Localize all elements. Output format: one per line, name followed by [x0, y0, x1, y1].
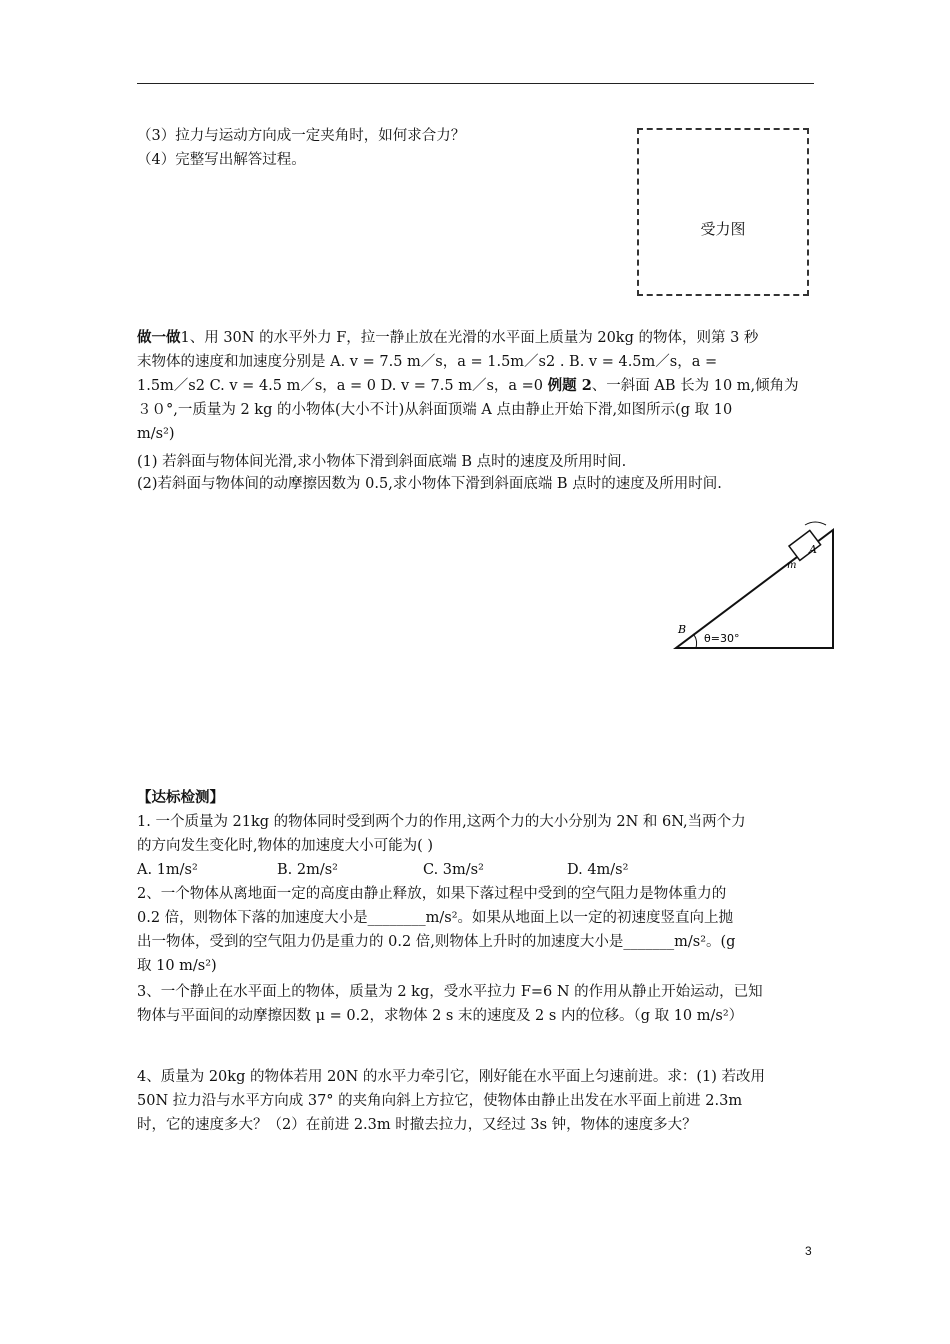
check-q1-option-c: C. 3m/s² [423, 862, 484, 878]
check-q1-line-2: 的方向发生变化时,物体的加速度大小可能为( ) [137, 838, 434, 854]
page-number: 3 [805, 1244, 812, 1258]
sub-question-1: (1) 若斜面与物体间光滑,求小物体下滑到斜面底端 B 点时的速度及所用时间. [137, 454, 627, 470]
sub-question-2: (2)若斜面与物体间的动摩擦因数为 0.5,求小物体下滑到斜面底端 B 点时的速度及所用时间. [137, 476, 722, 492]
check-heading: 【达标检测】 [137, 789, 224, 806]
force-diagram-label: 受力图 [700, 220, 746, 238]
check-q1-option-d: D. 4m/s² [567, 862, 629, 878]
check-q2-line-3: 出一物体，受到的空气阻力仍是重力的 0.2 倍,则物体上升时的加速度大小是_______m/s²。(g [137, 934, 736, 950]
practice-line-1 [137, 326, 758, 350]
example-2-heading: 例题 2 [547, 377, 592, 394]
angle-label: θ=30° [704, 632, 740, 645]
label-m: m [787, 560, 797, 571]
practice-line-4: ３０°,一质量为 2 kg 的小物体(大小不计)从斜面顶端 A 点由静止开始下滑,如图所示(g 取 10 [137, 402, 733, 418]
check-q1-option-a: A. 1m/s² [137, 862, 198, 878]
practice-text-3b: 、一斜面 AB 长为 10 m,倾角为 [591, 378, 799, 394]
practice-text-1: 1、用 30N 的水平外力 F，拉一静止放在光滑的水平面上质量为 20kg 的物体，则第 3 秒 [180, 330, 759, 346]
check-q4-line-1: 4、质量为 20kg 的物体若用 20N 的水平力牵引它，刚好能在水平面上匀速前进。求：(1) 若改用 [137, 1069, 765, 1085]
incline-diagram [670, 515, 840, 655]
check-q1-option-b: B. 2m/s² [277, 862, 338, 878]
practice-heading: 做一做 [137, 329, 181, 346]
header-rule [137, 83, 814, 84]
practice-line-2: 末物体的速度和加速度分别是 A. v = 7.5 m／s，a = 1.5m／s2 . B. v = 4.5m／s，a = [137, 354, 718, 370]
top-arc [805, 522, 826, 525]
practice-line-3 [137, 374, 799, 398]
question-4: （4）完整写出解答过程。 [137, 152, 306, 168]
force-diagram-box [637, 128, 809, 296]
check-q4-line-3: 时，它的速度多大？（2）在前进 2.3m 时撤去拉力，又经过 3s 钟，物体的速度多大？ [137, 1117, 697, 1133]
practice-text-3a: 1.5m／s2 C. v = 4.5 m／s，a = 0 D. v = 7.5 m／s，a =0 [137, 378, 548, 394]
check-q3-line-1: 3、一个静止在水平面上的物体，质量为 2 kg，受水平拉力 F=6 N 的作用从静止开始运动，已知 [137, 984, 763, 1000]
angle-arc [693, 634, 697, 648]
practice-line-5: m/s²) [137, 426, 175, 442]
check-q2-line-4: 取 10 m/s²) [137, 958, 217, 974]
check-q2-line-2: 0.2 倍，则物体下落的加速度大小是________m/s²。如果从地面上以一定的初速度竖直向上抛 [137, 910, 734, 926]
check-q2-line-1: 2、一个物体从离地面一定的高度由静止释放，如果下落过程中受到的空气阻力是物体重力的 [137, 886, 727, 902]
label-A: A [809, 543, 817, 556]
question-3: （3）拉力与运动方向成一定夹角时，如何求合力？ [137, 128, 466, 144]
label-B: B [678, 623, 687, 636]
check-q3-line-2: 物体与平面间的动摩擦因数 μ = 0.2，求物体 2 s 末的速度及 2 s 内的位移。（g 取 10 m/s²） [137, 1008, 744, 1024]
check-q1-line-1: 1. 一个质量为 21kg 的物体同时受到两个力的作用,这两个力的大小分别为 2N 和 6N,当两个力 [137, 814, 746, 830]
check-q4-line-2: 50N 拉力沿与水平方向成 37° 的夹角向斜上方拉它，使物体由静止出发在水平面上前进 2.3m [137, 1093, 743, 1109]
